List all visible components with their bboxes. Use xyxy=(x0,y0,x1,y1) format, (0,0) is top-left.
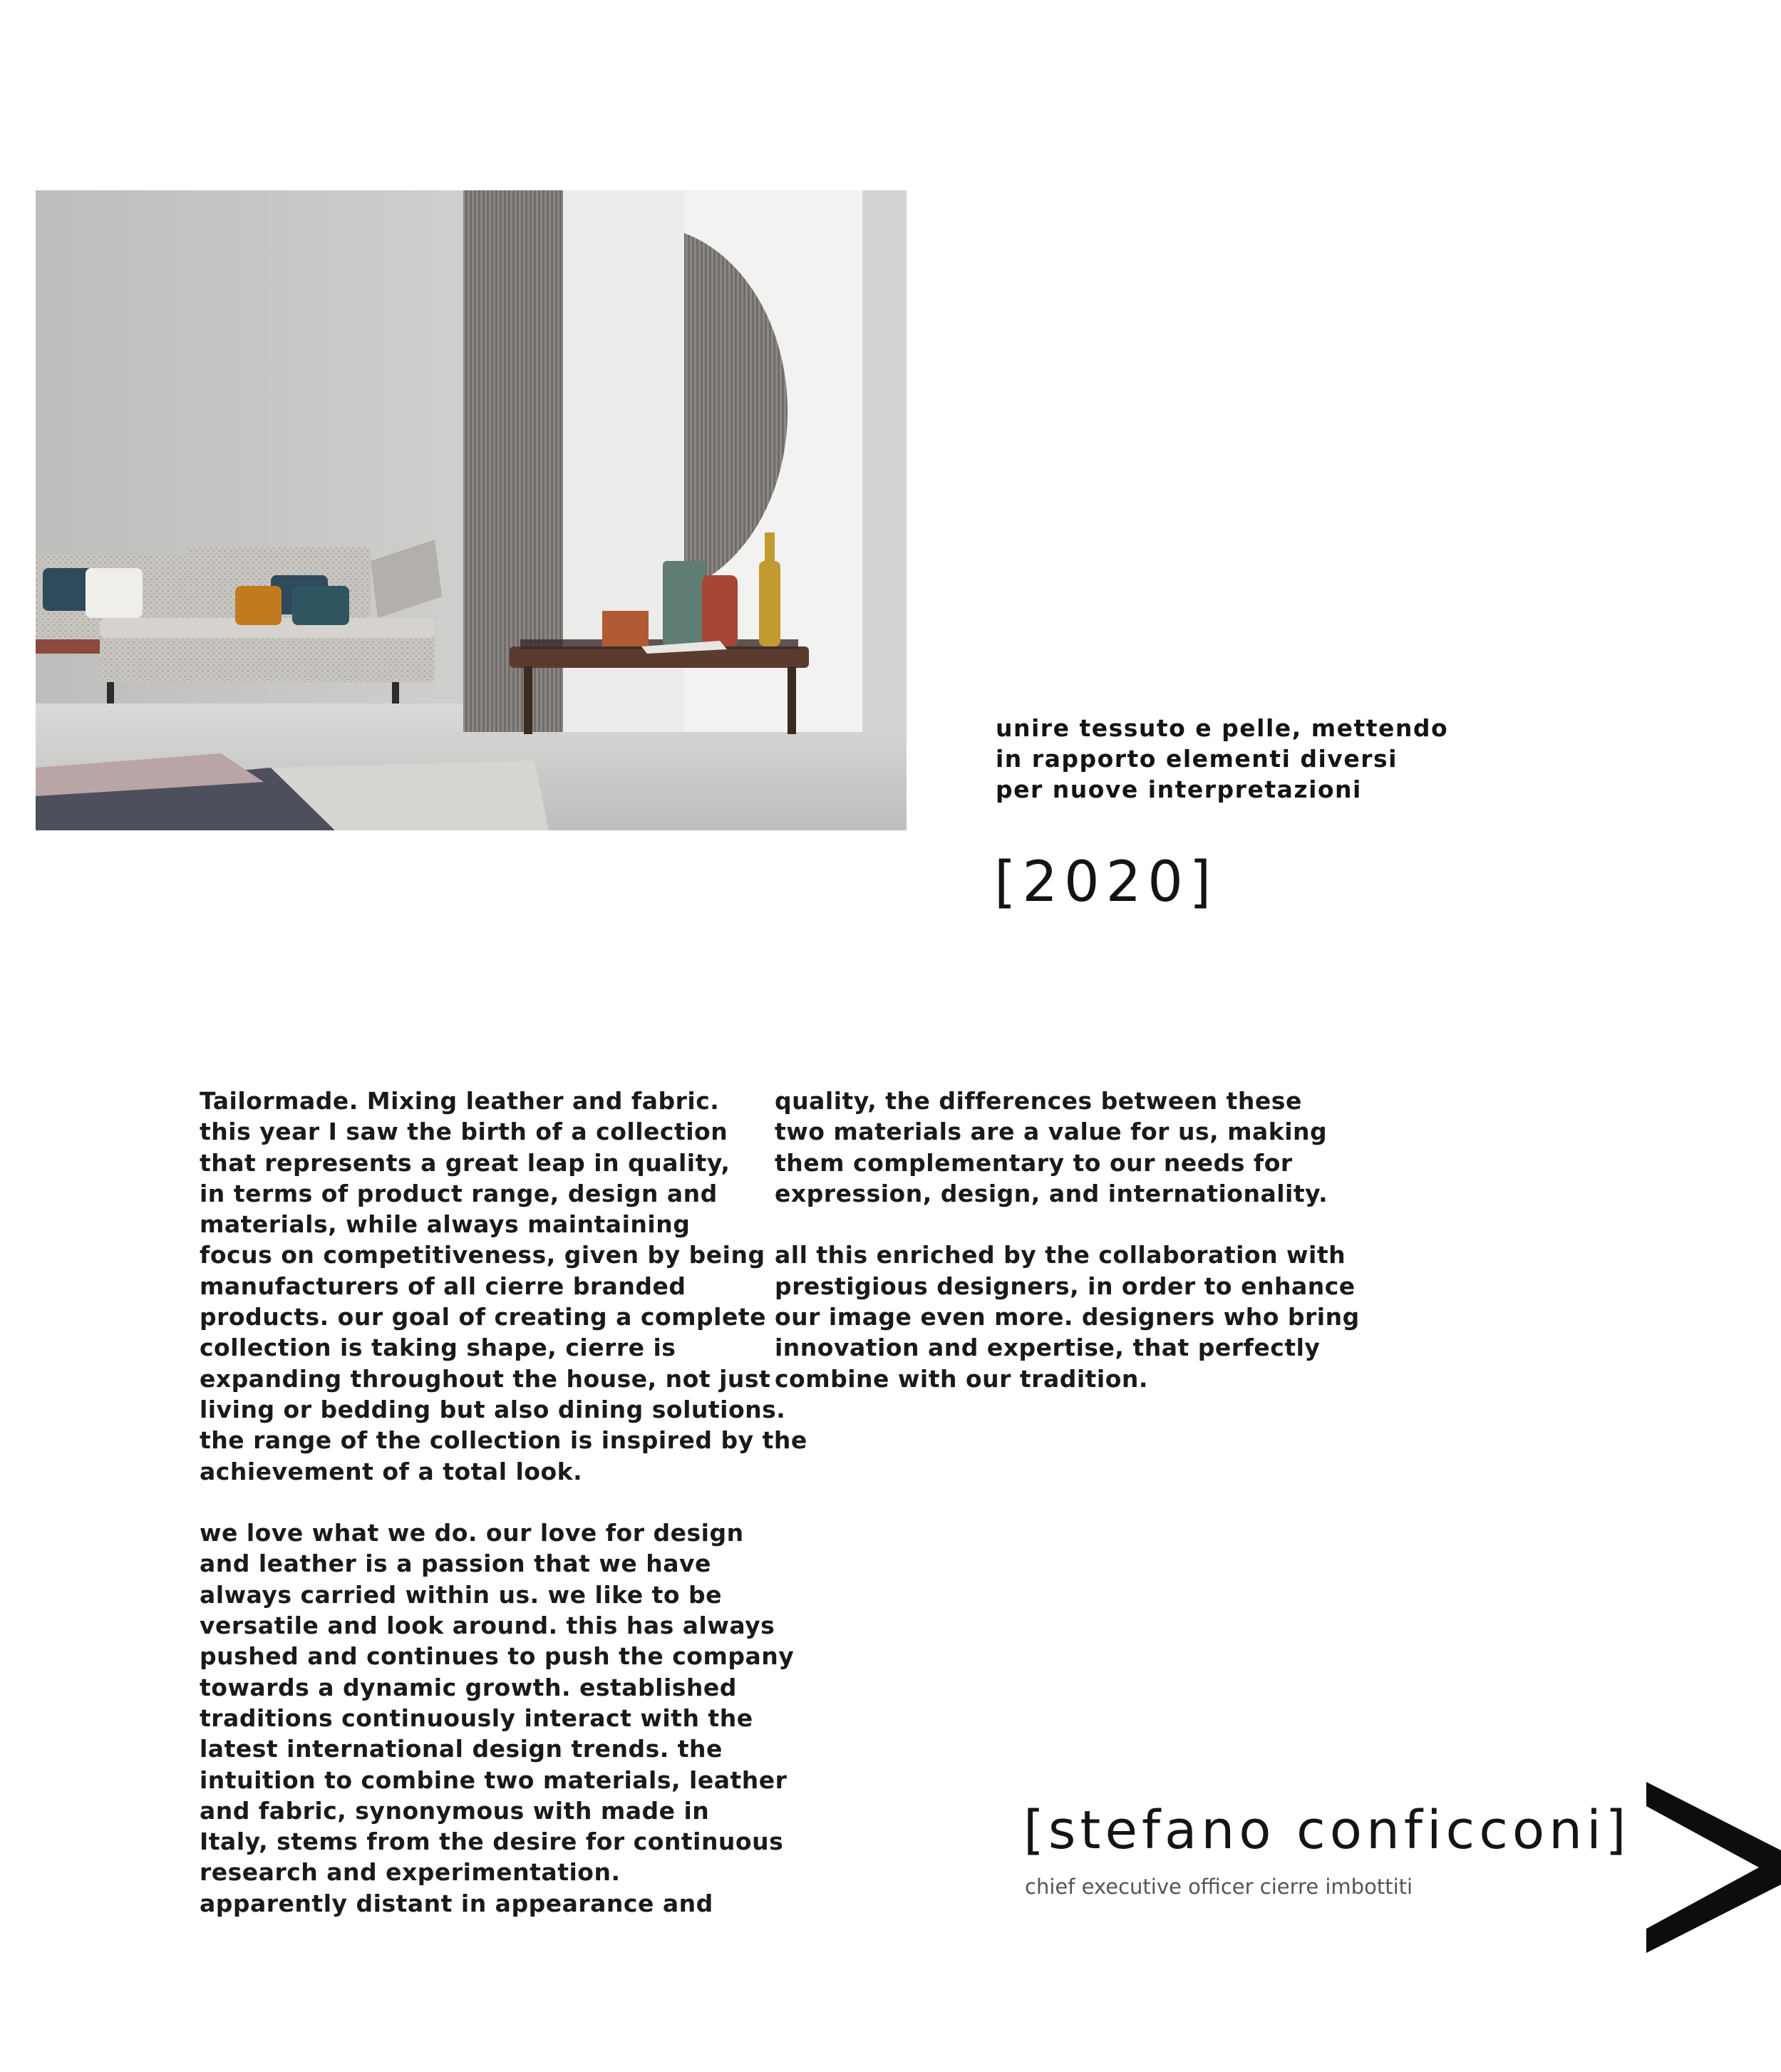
body-line: intuition to combine two materials, leather xyxy=(200,1766,788,1794)
tagline-line: unire tessuto e pelle, mettendo xyxy=(996,714,1449,742)
body-line: prestigious designers, in order to enhance xyxy=(775,1272,1356,1300)
signature-role: chief executive officer cierre imbottiti xyxy=(1025,1875,1413,1899)
body-line: them complementary to our needs for xyxy=(775,1148,1293,1177)
body-line: expanding throughout the house, not just xyxy=(200,1364,771,1393)
body-line: our image even more. designers who bring xyxy=(775,1303,1360,1331)
interior-photo xyxy=(36,190,907,830)
body-line: versatile and look around. this has always xyxy=(200,1612,775,1640)
body-line: collection is taking shape, cierre is xyxy=(200,1334,676,1362)
body-line: we love what we do. our love for design xyxy=(200,1519,744,1547)
year-heading: [2020] xyxy=(994,850,1218,914)
body-right-column xyxy=(775,1086,1360,1394)
next-page-button[interactable] xyxy=(1639,1782,1781,1953)
body-line: living or bedding but also dining solutions. xyxy=(200,1395,786,1423)
body-line: pushed and continues to push the company xyxy=(200,1642,795,1671)
body-line: combine with our tradition. xyxy=(775,1364,1148,1393)
body-line: manufacturers of all cierre branded xyxy=(200,1272,686,1300)
body-line: products. our goal of creating a complete xyxy=(200,1303,767,1331)
body-line: latest international design trends. the xyxy=(200,1735,723,1763)
body-line: in terms of product range, design and xyxy=(200,1179,718,1207)
paragraph-gap xyxy=(200,1487,770,1517)
body-line: Tailormade. Mixing leather and fabric. xyxy=(200,1087,720,1115)
body-left-column xyxy=(200,1086,807,1919)
body-line: this year I saw the birth of a collection xyxy=(200,1118,728,1146)
body-line: all this enriched by the collaboration with xyxy=(775,1241,1346,1269)
body-line: towards a dynamic growth. established xyxy=(200,1673,737,1701)
body-line: research and experimentation. xyxy=(200,1858,621,1887)
body-line: the range of the collection is inspired by the xyxy=(200,1426,807,1455)
interior-photo-icon xyxy=(36,190,907,830)
body-line: quality, the differences between these xyxy=(775,1087,1302,1115)
body-line: apparently distant in appearance and xyxy=(200,1889,713,1917)
body-line: two materials are a value for us, making xyxy=(775,1118,1328,1146)
paragraph-gap xyxy=(775,1209,1345,1239)
body-line: Italy, stems from the desire for continuous xyxy=(200,1828,784,1856)
body-line: that represents a great leap in quality, xyxy=(200,1148,731,1177)
tagline xyxy=(996,713,1495,805)
body-line: focus on competitiveness, given by being xyxy=(200,1241,765,1269)
body-line: and fabric, synonymous with made in xyxy=(200,1796,710,1825)
chevron-right-icon xyxy=(1639,1782,1781,1953)
body-line: and leather is a passion that we have xyxy=(200,1550,711,1578)
body-line: achievement of a total look. xyxy=(200,1457,583,1485)
body-line: traditions continuously interact with the xyxy=(200,1704,753,1732)
body-line: expression, design, and internationality. xyxy=(775,1179,1328,1207)
tagline-line: per nuove interpretazioni xyxy=(996,775,1362,803)
body-line: innovation and expertise, that perfectly xyxy=(775,1334,1321,1362)
body-line: always carried within us. we like to be xyxy=(200,1580,723,1609)
tagline-line: in rapporto elementi diversi xyxy=(996,745,1398,773)
signature-name: [stefano conficconi] xyxy=(1023,1800,1631,1861)
body-line: materials, while always maintaining xyxy=(200,1210,691,1239)
